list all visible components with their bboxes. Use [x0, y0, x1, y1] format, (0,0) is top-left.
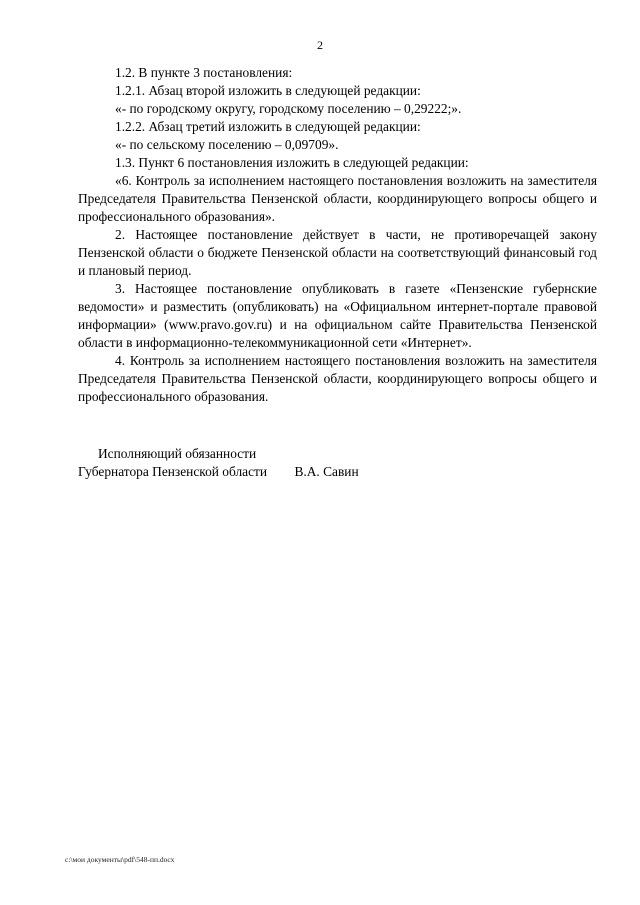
- paragraph-urban-rate: «- по городскому округу, городскому поселению – 0,29222;».: [115, 101, 462, 116]
- signatory-name: В.А. Савин: [294, 464, 359, 479]
- footer-file-path: c:\мои документы\pdf\548-пп.docx: [65, 855, 175, 864]
- paragraph-3: 3. Настоящее постановление опубликовать в газете «Пензенские губернские ведомости» и разместить (опубликовать) на «Официальном интернет-портале правовой информации» (www.pravo.gov.ru) и на официальном сайте Правительства Пензенской области в информационно-телекоммуникационной сети «Интернет».: [78, 281, 597, 350]
- paragraph-2: 2. Настоящее постановление действует в части, не противоречащей закону Пензенской области о бюджете Пензенской области на соответствующий финансовый год и плановый период.: [78, 227, 597, 278]
- paragraph-rural-rate: «- по сельскому поселению – 0,09709».: [115, 137, 339, 152]
- page-number: 2: [317, 38, 323, 52]
- signatory-title-row: [78, 463, 478, 481]
- signature-block: [78, 445, 478, 481]
- paragraph-4: 4. Контроль за исполнением настоящего постановления возложить на заместителя Председателя Правительства Пензенской области, координирующего вопросы общего и профессионального образования.: [78, 353, 597, 404]
- paragraph-1-2-1: 1.2.1. Абзац второй изложить в следующей редакции:: [115, 83, 421, 98]
- paragraph-point-6: «6. Контроль за исполнением настоящего постановления возложить на заместителя Председателя Правительства Пензенской области, координирующего вопросы общего и профессионального образования».: [78, 173, 597, 224]
- signatory-title-line-2: Губернатора Пензенской области: [78, 464, 268, 479]
- paragraph-1-2: 1.2. В пункте 3 постановления:: [115, 65, 293, 80]
- paragraph-1-2-2: 1.2.2. Абзац третий изложить в следующей редакции:: [115, 119, 421, 134]
- signatory-title-line-1: Исполняющий обязанности: [98, 446, 257, 461]
- paragraph-1-3: 1.3. Пункт 6 постановления изложить в следующей редакции:: [115, 155, 469, 170]
- document-body: [78, 64, 597, 406]
